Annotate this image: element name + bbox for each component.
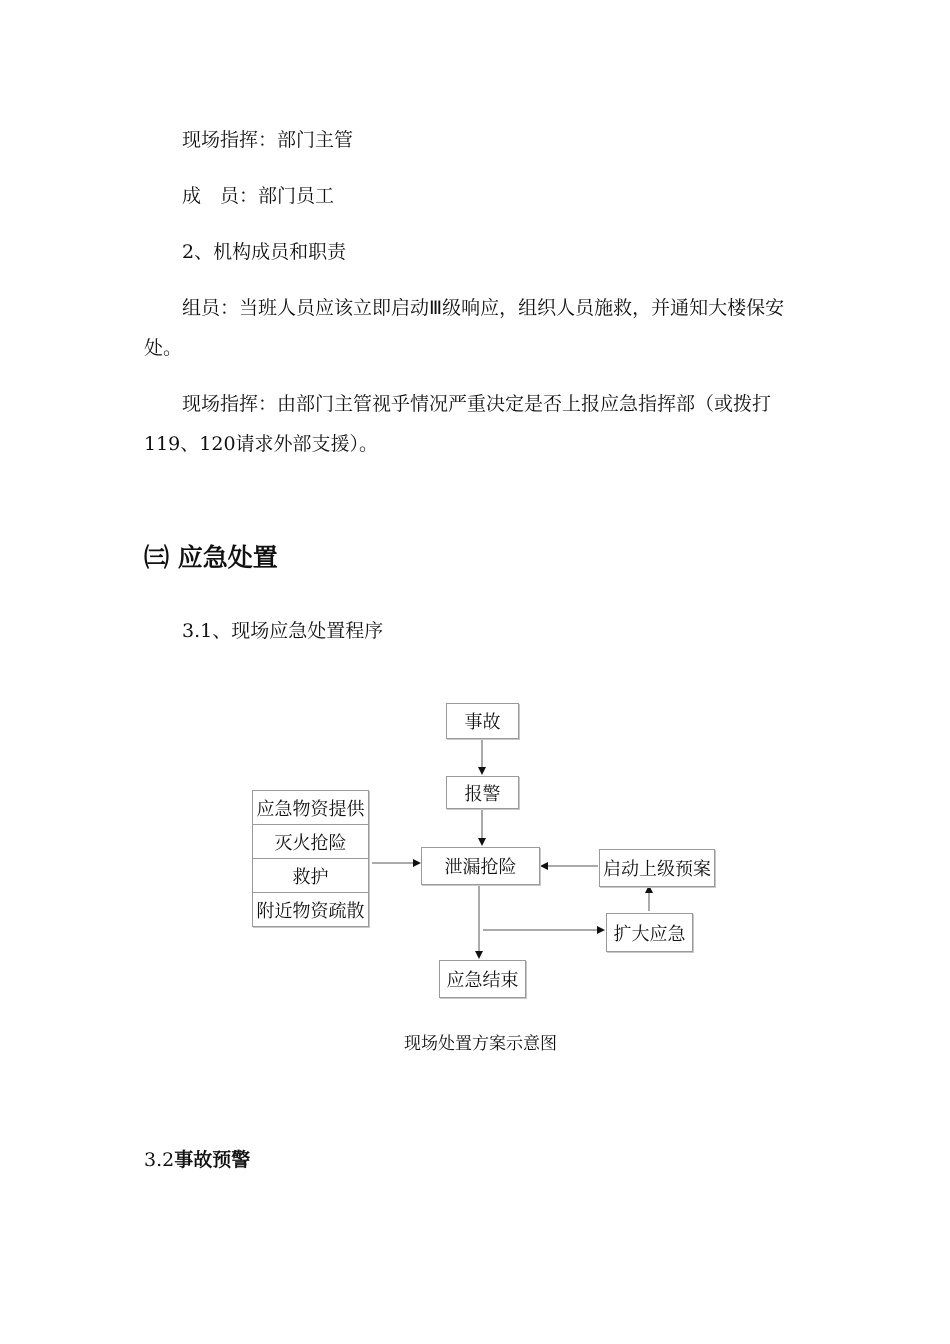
flow-end-response-box: 应急结束 <box>439 960 526 998</box>
commander-line: 现场指挥：部门主管 <box>182 129 354 151</box>
flow-alarm-box: 报警 <box>446 776 519 809</box>
section2-title: 机构成员和职责 <box>213 241 347 263</box>
subsection-3-1-title: 现场应急处置程序 <box>231 620 384 642</box>
subsection-3-2-number: 3.2 <box>144 1149 175 1171</box>
section3-marker: ㈢ <box>144 543 170 572</box>
commander-paragraph-tail: 请求外部支援）。 <box>235 433 379 455</box>
flow-leak-rescue-box: 泄漏抢险 <box>421 847 540 885</box>
flow-resources-stack <box>252 790 369 927</box>
members-value: 部门员工 <box>258 185 335 207</box>
flow-resource-item: 应急物资提供 <box>253 791 368 825</box>
team-paragraph-line2: 处。 <box>144 337 183 359</box>
flow-accident-box: 事故 <box>446 703 519 739</box>
flow-upgrade-plan-box: 启动上级预案 <box>599 849 715 887</box>
members-label: 成 员： <box>182 185 259 207</box>
flowchart-caption: 现场处置方案示意图 <box>404 1034 557 1054</box>
flow-resource-item: 灭火抢险 <box>253 825 368 859</box>
subsection-3-1-number: 3.1、 <box>182 620 232 642</box>
emergency-numbers: 119、120 <box>144 433 236 455</box>
commander-paragraph-line1: 现场指挥：由部门主管视乎情况严重决定是否上报应急指挥部（或拨打 <box>182 393 772 415</box>
section3-title: 应急处置 <box>177 543 278 572</box>
flow-resource-item: 附近物资疏散 <box>256 900 365 922</box>
section2-number: 2、 <box>182 241 214 263</box>
flow-resource-item: 救护 <box>253 859 368 893</box>
subsection-3-2-title: 事故预警 <box>174 1149 251 1171</box>
team-paragraph-line1: 组员：当班人员应该立即启动Ⅲ级响应，组织人员施救，并通知大楼保安 <box>182 297 785 319</box>
flow-expand-response-box: 扩大应急 <box>606 913 693 952</box>
subsection-3-2 <box>144 1145 250 1172</box>
